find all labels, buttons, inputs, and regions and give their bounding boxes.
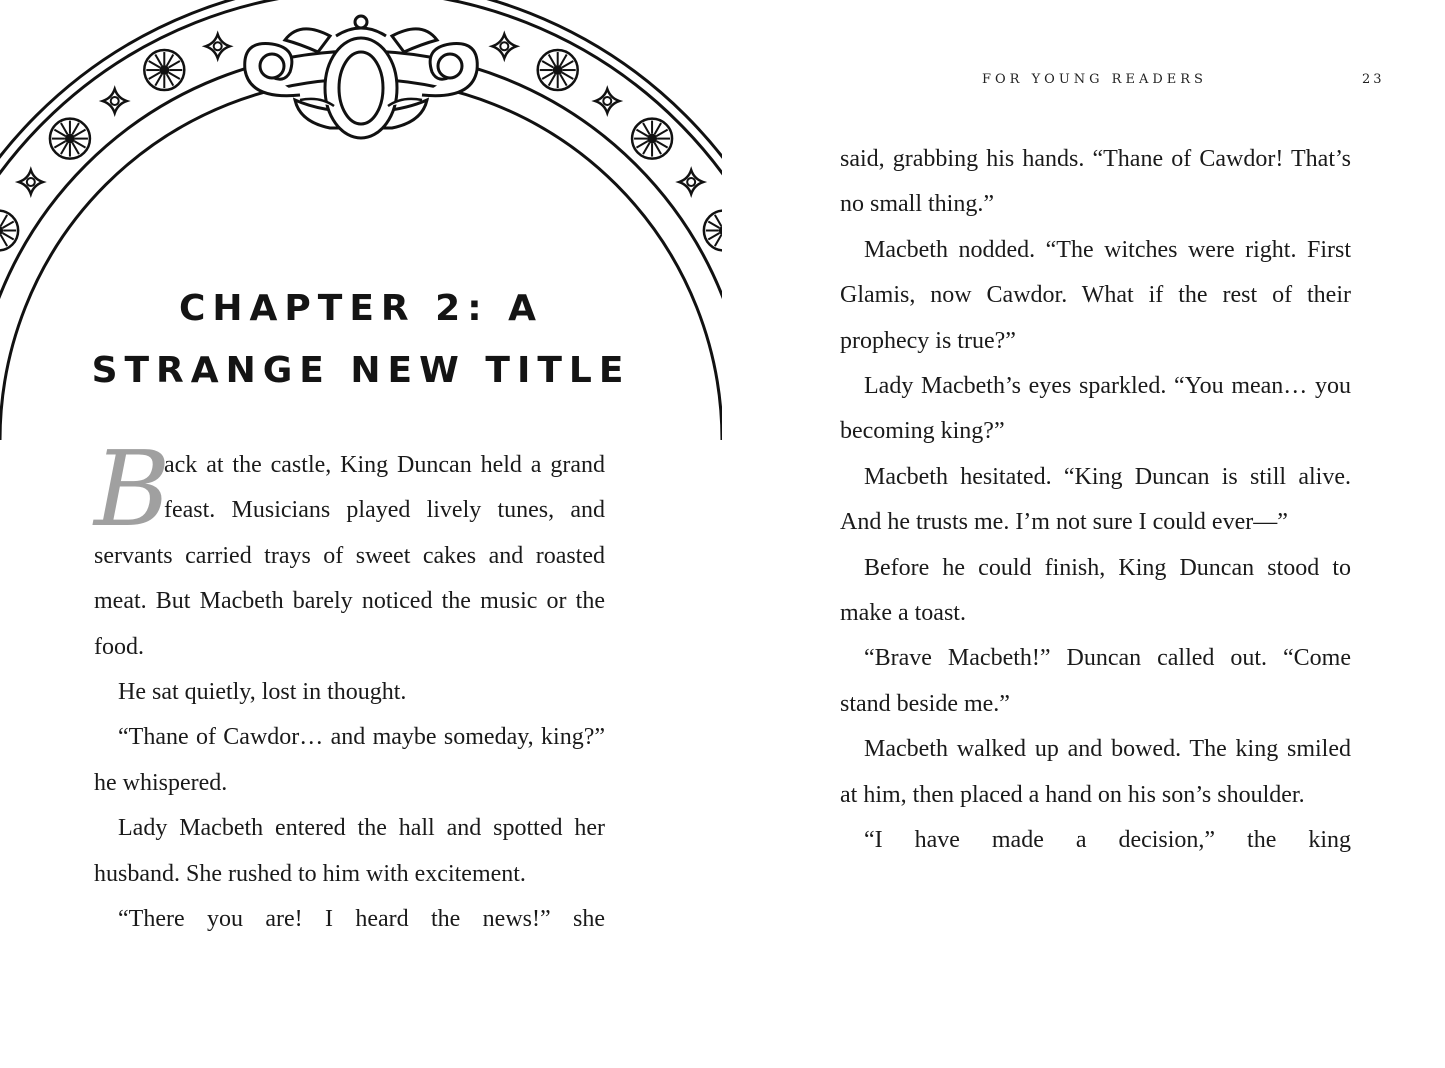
drop-cap: B — [94, 428, 171, 550]
flower-icon — [538, 50, 578, 90]
paragraph: Before he could finish, King Duncan stood to make a toast. — [840, 554, 1351, 627]
continued-paragraph: said, grabbing his hands. “Thane of Cawdor! That’s no small thing.” — [840, 146, 1351, 218]
paragraph: “There you are! I heard the news!” she — [118, 906, 605, 933]
paragraph: “Thane of Cawdor… and maybe someday, king?” he whispered. — [94, 724, 605, 796]
paragraph: Lady Macbeth’s eyes sparkled. “You mean… you becoming king?” — [840, 373, 1351, 445]
paragraph: Macbeth hesitated. “King Duncan is still alive. And he trusts me. I’m not sure I could ever—” — [840, 463, 1351, 536]
diamond-icon — [595, 89, 619, 113]
paragraph: Macbeth walked up and bowed. The king smiled at him, then placed a hand on his son’s shoulder. — [840, 736, 1351, 808]
diamond-icon — [19, 170, 43, 194]
paragraph: He sat quietly, lost in thought. — [118, 679, 407, 706]
right-page-body — [840, 137, 1351, 864]
chapter-title-line-1: CHAPTER 2: A — [178, 288, 544, 329]
running-head: FOR YOUNG READERS — [982, 72, 1207, 87]
right-page — [722, 0, 1445, 1068]
crown-crest-icon — [245, 16, 478, 138]
paragraph: “I have made a decision,” the king — [864, 827, 1351, 854]
paragraph: Macbeth nodded. “The witches were right. First Glamis, now Cawdor. What if the rest of their prophecy is true?” — [840, 236, 1351, 354]
paragraph: “Brave Macbeth!” Duncan called out. “Come stand beside me.” — [840, 645, 1351, 717]
chapter-title-line-2: STRANGE NEW TITLE — [91, 350, 631, 391]
opening-paragraph-text: ack at the castle, King Duncan held a grand feast. Musicians played lively tunes, and servants carried trays of sweet cakes and roasted meat. But Macbeth barely noticed the music or the food. — [94, 452, 605, 660]
flower-icon — [144, 50, 184, 90]
diamond-icon — [492, 34, 516, 58]
paragraph: Lady Macbeth entered the hall and spotted her husband. She rushed to him with excitement. — [94, 815, 605, 887]
diamond-icon — [679, 170, 703, 194]
diamond-icon — [103, 89, 127, 113]
flower-icon — [704, 211, 722, 251]
left-page-body — [94, 428, 605, 942]
opening-paragraph — [94, 428, 605, 670]
chapter-title — [0, 278, 722, 402]
page-number: 23 — [1362, 72, 1385, 87]
flower-icon — [0, 211, 18, 251]
left-page — [0, 0, 722, 1068]
flower-icon — [632, 119, 672, 159]
diamond-icon — [206, 34, 230, 58]
flower-icon — [50, 119, 90, 159]
